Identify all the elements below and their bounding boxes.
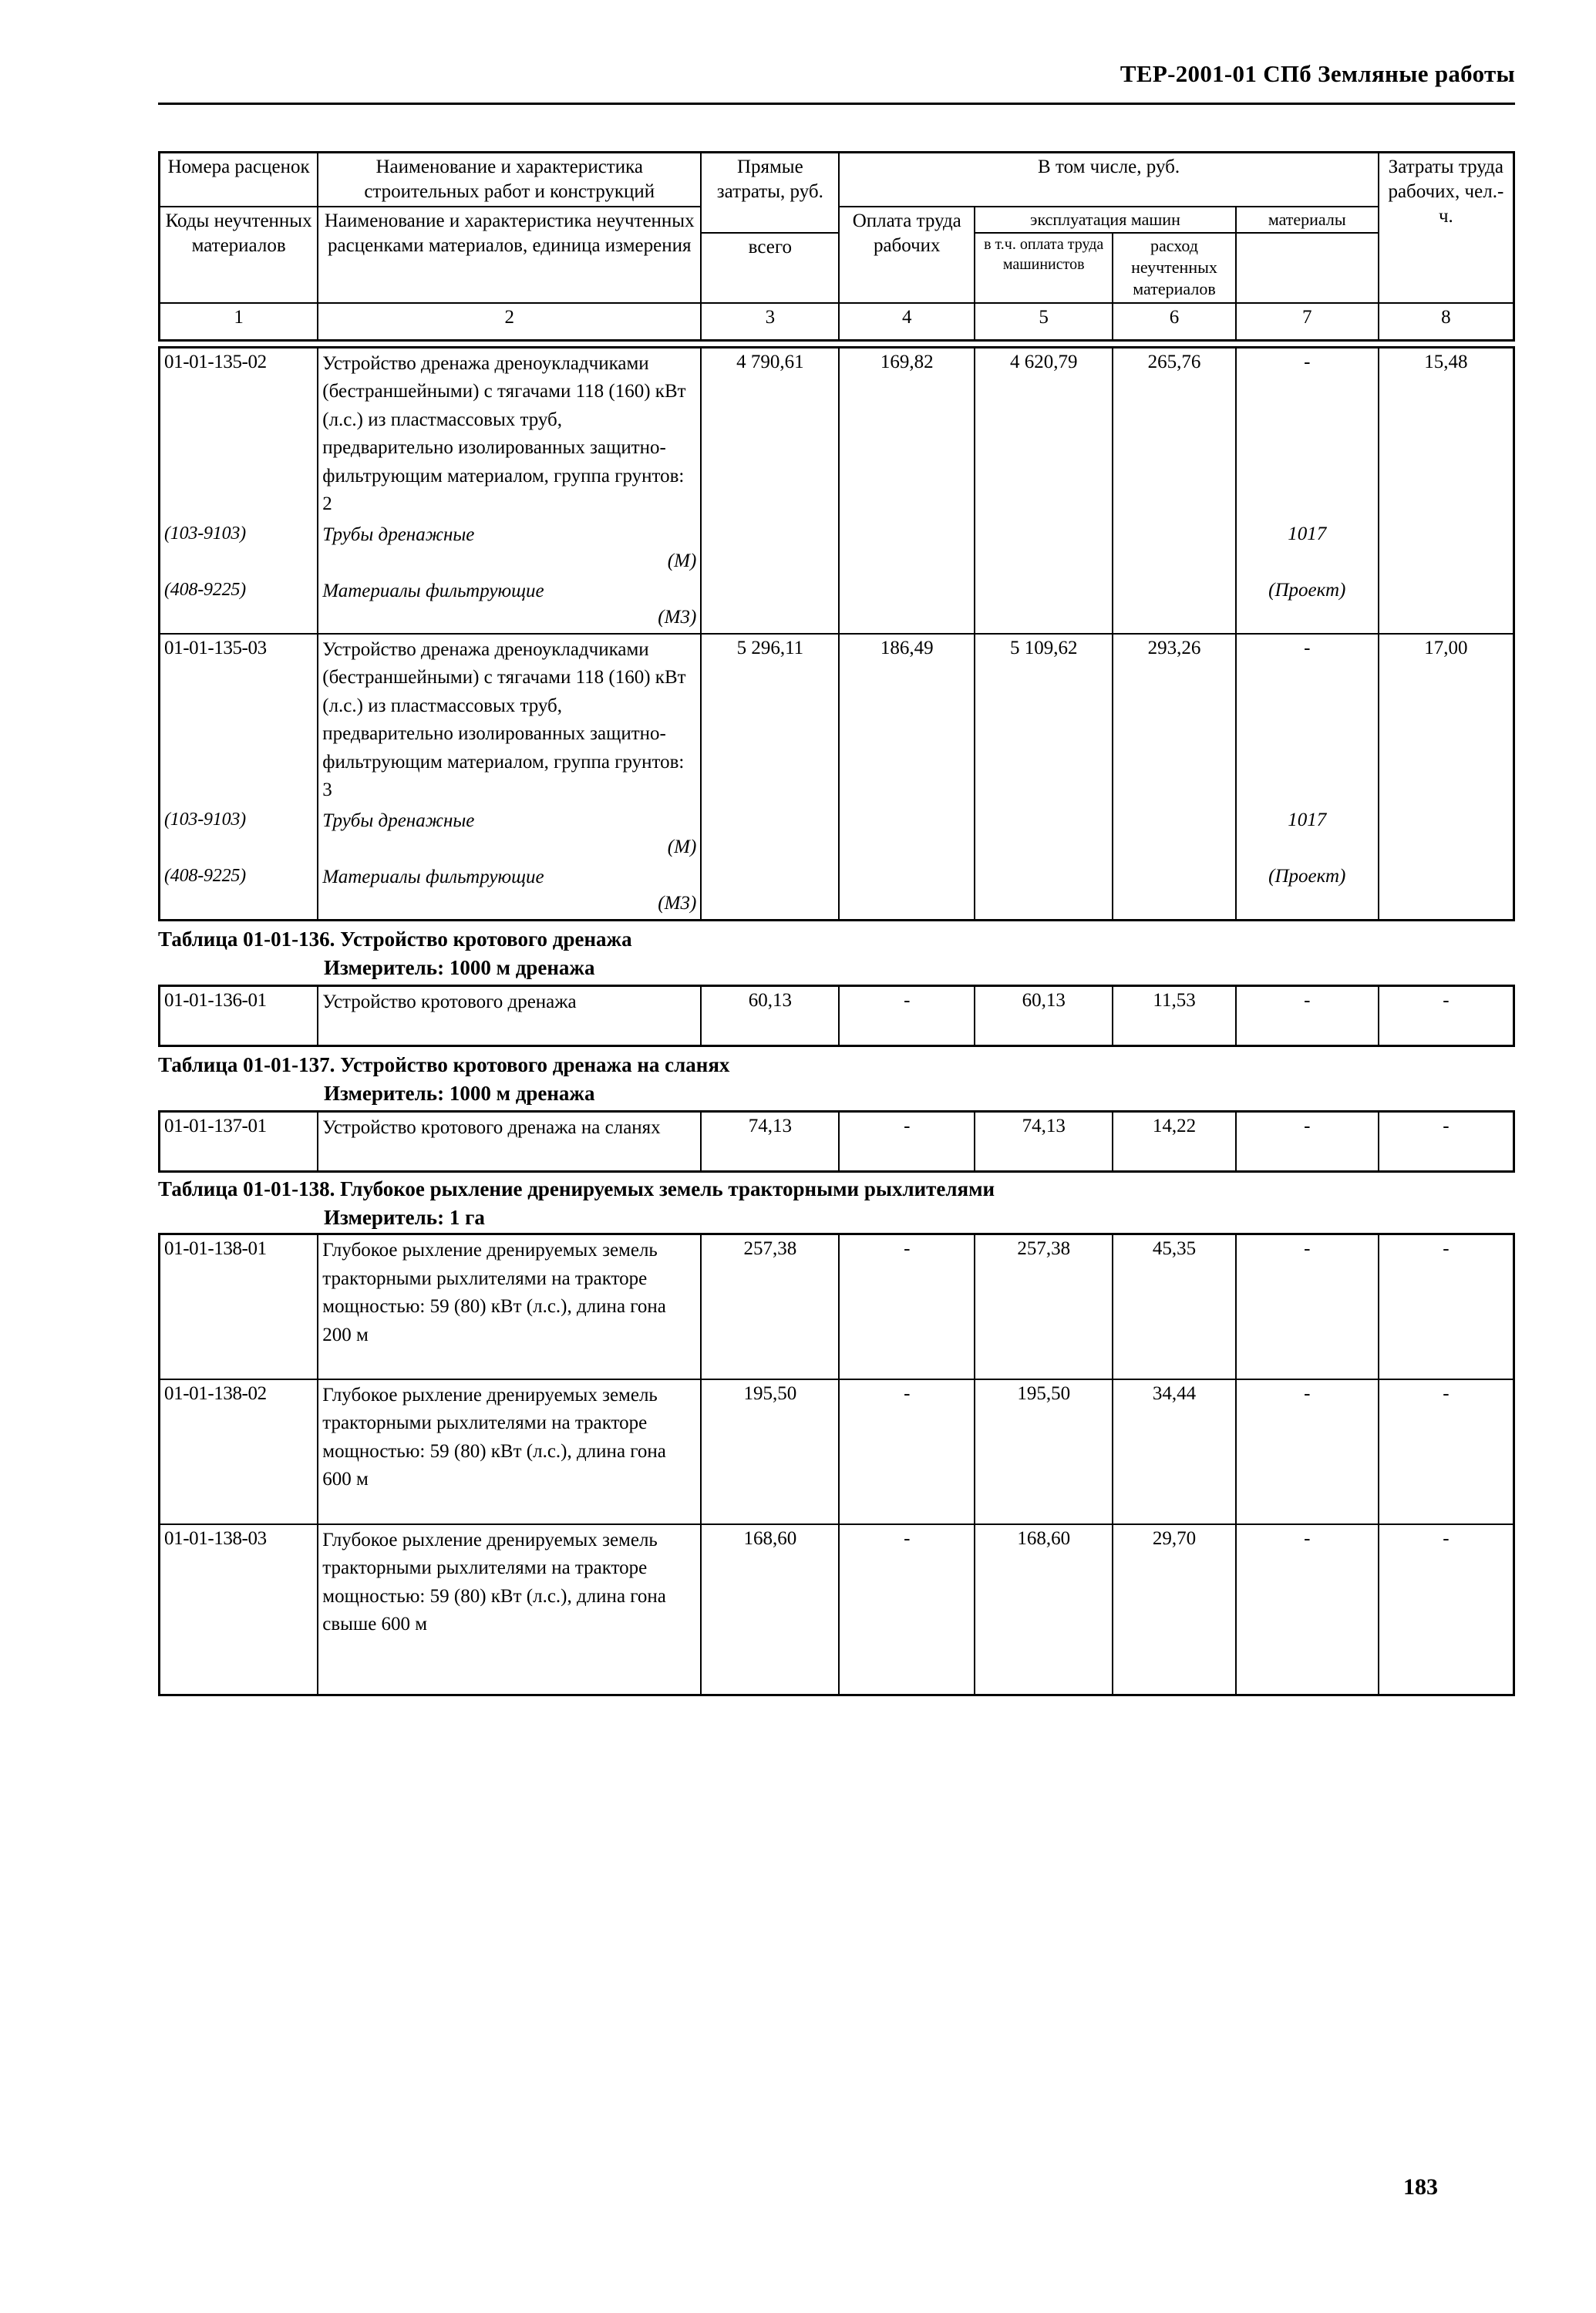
colnum-4: 4 <box>839 303 975 341</box>
header-col6: в т.ч. оплата труда машинистов <box>975 233 1113 302</box>
row-operators-pay: 34,44 <box>1113 1379 1236 1524</box>
row-labor-pay: - <box>839 1112 975 1172</box>
row-code: 01-01-135-03 <box>160 634 318 806</box>
material-c5 <box>975 863 1113 921</box>
material-c6 <box>1113 806 1236 863</box>
row-machines-total: 60,13 <box>975 985 1113 1045</box>
material-c4 <box>839 863 975 921</box>
caption-meter: Измеритель: 1000 м дренажа <box>324 955 595 979</box>
row-labor-hours: - <box>1379 1379 1514 1524</box>
material-c3 <box>701 806 839 863</box>
material-quantity: (Проект) <box>1236 577 1379 634</box>
material-row <box>160 806 1514 863</box>
colnum-1: 1 <box>160 303 318 341</box>
colnum-6: 6 <box>1113 303 1236 341</box>
material-name: Материалы фильтрующие <box>322 866 544 887</box>
material-c6 <box>1113 577 1236 634</box>
header-col3: Прямые затраты, руб. <box>701 153 839 234</box>
material-c4 <box>839 806 975 863</box>
rates-table-01-01-138 <box>158 1233 1515 1696</box>
row-direct-costs: 168,60 <box>701 1524 839 1695</box>
table-row <box>160 1234 1514 1379</box>
row-code: 01-01-138-03 <box>160 1524 318 1695</box>
material-c4 <box>839 520 975 577</box>
material-c6 <box>1113 863 1236 921</box>
material-c6 <box>1113 520 1236 577</box>
table-header-row-1 <box>160 153 1514 207</box>
table-caption-01-01-137 <box>158 1047 1515 1110</box>
table-row <box>160 1112 1514 1172</box>
material-name: Трубы дренажные <box>322 810 475 831</box>
colnum-5: 5 <box>975 303 1113 341</box>
row-machines-total: 168,60 <box>975 1524 1113 1695</box>
material-unit: (М3) <box>658 893 697 914</box>
material-c8 <box>1379 520 1514 577</box>
header-col8: Затраты труда рабочих, чел.-ч. <box>1379 153 1514 303</box>
row-labor-pay: 186,49 <box>839 634 975 806</box>
table-row <box>160 347 1514 520</box>
material-quantity: (Проект) <box>1236 863 1379 921</box>
row-direct-costs: 5 296,11 <box>701 634 839 806</box>
material-c5 <box>975 520 1113 577</box>
table-row <box>160 1379 1514 1524</box>
row-code: 01-01-138-01 <box>160 1234 318 1379</box>
caption-title: Таблица 01-01-137. Устройство кротового дренажа на сланях <box>158 1052 730 1076</box>
row-operators-pay: 45,35 <box>1113 1234 1236 1379</box>
row-labor-hours: 15,48 <box>1379 347 1514 520</box>
material-c3 <box>701 863 839 921</box>
row-operators-pay: 14,22 <box>1113 1112 1236 1172</box>
caption-title: Таблица 01-01-138. Глубокое рыхление дренируемых земель тракторными рыхлителями <box>158 1177 995 1200</box>
row-labor-pay: - <box>839 1524 975 1695</box>
row-materials-consumption: - <box>1236 1379 1379 1524</box>
material-row <box>160 863 1514 921</box>
running-header <box>158 60 1515 111</box>
row-machines-total: 257,38 <box>975 1234 1113 1379</box>
material-name-unit <box>318 863 701 921</box>
row-labor-pay: - <box>839 1379 975 1524</box>
header-col7: расход неучтенных материалов <box>1113 233 1236 302</box>
material-c5 <box>975 577 1113 634</box>
row-materials-consumption: - <box>1236 347 1379 520</box>
table-column-numbers-row <box>160 303 1514 341</box>
header-col1-bottom: Коды неучтенных материалов <box>160 207 318 303</box>
row-code: 01-01-136-01 <box>160 985 318 1045</box>
header-rule <box>158 103 1515 105</box>
material-row <box>160 577 1514 634</box>
material-unit: (М) <box>667 837 697 858</box>
row-operators-pay: 293,26 <box>1113 634 1236 806</box>
caption-title: Таблица 01-01-136. Устройство кротового дренажа <box>158 927 632 951</box>
table-row <box>160 1524 1514 1695</box>
row-materials-consumption: - <box>1236 634 1379 806</box>
material-quantity: 1017 <box>1236 520 1379 577</box>
material-name-unit <box>318 806 701 863</box>
row-direct-costs: 60,13 <box>701 985 839 1045</box>
row-machines-total: 74,13 <box>975 1112 1113 1172</box>
material-c3 <box>701 520 839 577</box>
row-description: Глубокое рыхление дренируемых земель тракторными рыхлителями на тракторе мощностью: 59 (80) кВт (л.с.), длина гона свыше 600 м <box>318 1524 701 1695</box>
header-col1-top: Номера расценок <box>160 153 318 207</box>
rates-table-01-01-135 <box>158 151 1515 342</box>
colnum-8: 8 <box>1379 303 1514 341</box>
material-c8 <box>1379 577 1514 634</box>
row-labor-pay: - <box>839 1234 975 1379</box>
row-materials-consumption: - <box>1236 1524 1379 1695</box>
header-col2-bottom: Наименование и характеристика неучтенных расценками материалов, единица измерения <box>318 207 701 303</box>
table-row <box>160 634 1514 806</box>
row-materials-consumption: - <box>1236 985 1379 1045</box>
colnum-7: 7 <box>1236 303 1379 341</box>
row-labor-hours: 17,00 <box>1379 634 1514 806</box>
row-direct-costs: 74,13 <box>701 1112 839 1172</box>
material-code: (408-9225) <box>160 863 318 921</box>
material-c8 <box>1379 863 1514 921</box>
row-machines-total: 5 109,62 <box>975 634 1113 806</box>
row-labor-pay: 169,82 <box>839 347 975 520</box>
row-code: 01-01-135-02 <box>160 347 318 520</box>
row-machines-total: 4 620,79 <box>975 347 1113 520</box>
table-row <box>160 985 1514 1045</box>
header-col2-top: Наименование и характеристика строительных работ и конструкций <box>318 153 701 207</box>
row-code: 01-01-138-02 <box>160 1379 318 1524</box>
page-number: 183 <box>1403 2174 1438 2200</box>
material-row <box>160 520 1514 577</box>
header-group-machines: эксплуатация машин <box>975 207 1236 233</box>
row-operators-pay: 29,70 <box>1113 1524 1236 1695</box>
row-labor-hours: - <box>1379 985 1514 1045</box>
row-direct-costs: 4 790,61 <box>701 347 839 520</box>
rates-table-01-01-136 <box>158 985 1515 1047</box>
material-c3 <box>701 577 839 634</box>
header-group-materials: материалы <box>1236 207 1379 233</box>
material-name: Материалы фильтрующие <box>322 580 544 601</box>
table-caption-01-01-138 <box>158 1173 1515 1233</box>
material-unit: (М3) <box>658 607 697 628</box>
row-materials-consumption: - <box>1236 1234 1379 1379</box>
material-c4 <box>839 577 975 634</box>
colnum-3: 3 <box>701 303 839 341</box>
rates-table-01-01-137 <box>158 1110 1515 1173</box>
row-description: Устройство дренажа дреноукладчиками (бестраншейными) с тягачами 118 (160) кВт (л.с.) из пластмассовых труб, предварительно изолированных защитно-фильтрующим материалом, группа грунтов: 3 <box>318 634 701 806</box>
row-labor-hours: - <box>1379 1524 1514 1695</box>
table-caption-01-01-136 <box>158 921 1515 985</box>
row-materials-consumption: - <box>1236 1112 1379 1172</box>
row-description: Устройство кротового дренажа на сланях <box>318 1112 701 1172</box>
material-c8 <box>1379 806 1514 863</box>
material-code: (408-9225) <box>160 577 318 634</box>
material-name-unit <box>318 520 701 577</box>
header-group-in-which: В том числе, руб. <box>839 153 1378 207</box>
content-sheet <box>158 151 1515 1696</box>
material-code: (103-9103) <box>160 520 318 577</box>
material-code: (103-9103) <box>160 806 318 863</box>
row-description: Устройство дренажа дреноукладчиками (бестраншейными) с тягачами 118 (160) кВт (л.с.) из пластмассовых труб, предварительно изолированных защитно-фильтрующим материалом, группа грунтов: 2 <box>318 347 701 520</box>
rates-body-01-01-135 <box>158 346 1515 921</box>
document-title: ТЕР-2001-01 СПб Земляные работы <box>1120 60 1515 87</box>
row-labor-pay: - <box>839 985 975 1045</box>
colnum-2: 2 <box>318 303 701 341</box>
row-labor-hours: - <box>1379 1234 1514 1379</box>
row-description: Глубокое рыхление дренируемых земель тракторными рыхлителями на тракторе мощностью: 59 (80) кВт (л.с.), длина гона 600 м <box>318 1379 701 1524</box>
row-description: Устройство кротового дренажа <box>318 985 701 1045</box>
material-c5 <box>975 806 1113 863</box>
material-name: Трубы дренажные <box>322 524 475 545</box>
header-col5: всего <box>701 233 839 302</box>
caption-meter: Измеритель: 1000 м дренажа <box>324 1081 595 1105</box>
row-operators-pay: 265,76 <box>1113 347 1236 520</box>
row-direct-costs: 195,50 <box>701 1379 839 1524</box>
row-labor-hours: - <box>1379 1112 1514 1172</box>
material-name-unit <box>318 577 701 634</box>
header-col4: Оплата труда рабочих <box>839 207 975 303</box>
row-direct-costs: 257,38 <box>701 1234 839 1379</box>
row-code: 01-01-137-01 <box>160 1112 318 1172</box>
row-machines-total: 195,50 <box>975 1379 1113 1524</box>
material-unit: (М) <box>667 550 697 572</box>
row-operators-pay: 11,53 <box>1113 985 1236 1045</box>
row-description: Глубокое рыхление дренируемых земель тракторными рыхлителями на тракторе мощностью: 59 (80) кВт (л.с.), длина гона 200 м <box>318 1234 701 1379</box>
material-quantity: 1017 <box>1236 806 1379 863</box>
caption-meter: Измеритель: 1 га <box>324 1206 485 1230</box>
